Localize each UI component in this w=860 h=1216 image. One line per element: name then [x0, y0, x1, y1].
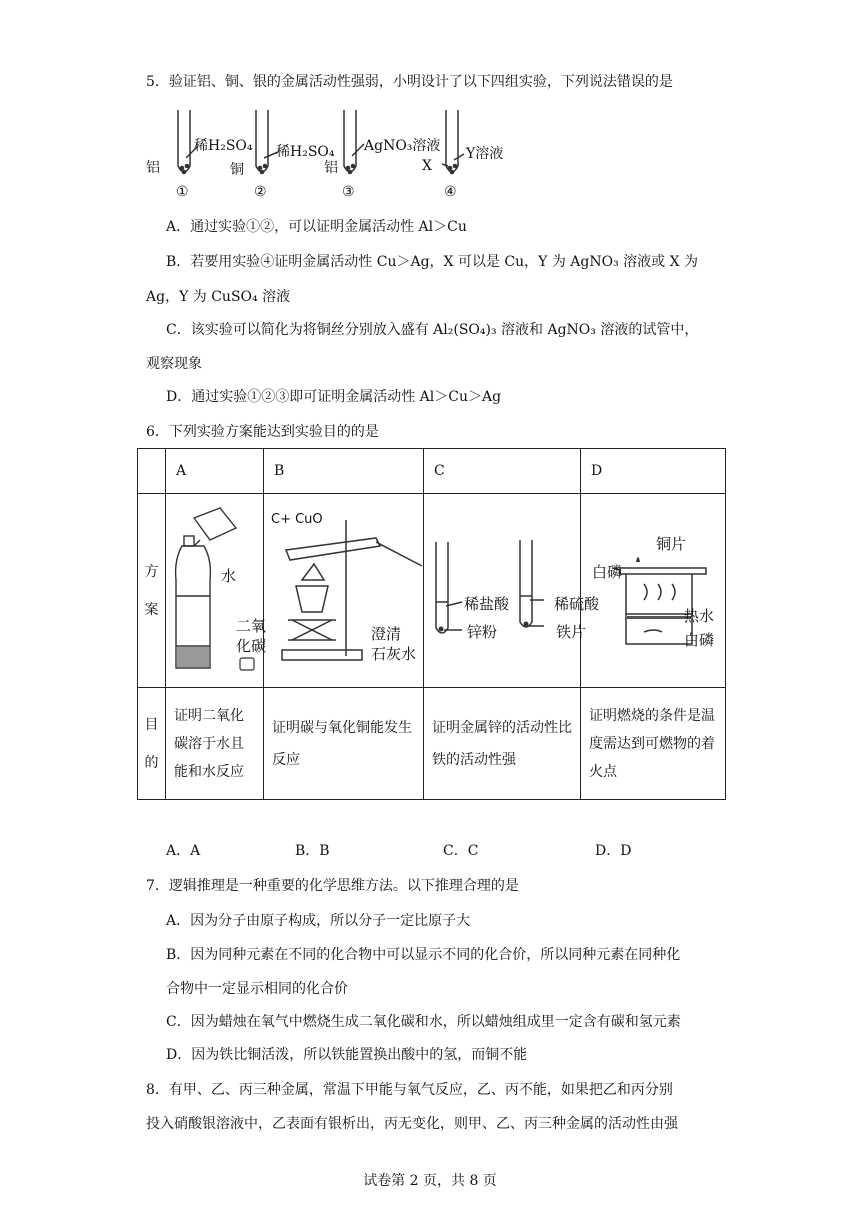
- fig-c-metal-2: 铁片: [556, 623, 587, 641]
- tube3-metal: 铝: [324, 160, 338, 176]
- fig-b-limewater-2: 石灰水: [371, 645, 417, 663]
- tube2-metal: 铜: [230, 162, 244, 178]
- q6-answer-d: D．D: [595, 843, 632, 859]
- purpose-cell-d: 证明燃烧的条件是温度需达到可燃物的着火点: [581, 688, 726, 800]
- test-tube-2: [256, 110, 268, 172]
- q6-stem: 6．下列实验方案能达到实验目的的是: [146, 424, 379, 440]
- tube4-x-label: X: [422, 158, 432, 174]
- col-header-c: C: [424, 449, 581, 494]
- q7-option-a: A．因为分子由原子构成，所以分子一定比原子大: [166, 913, 471, 929]
- fig-c-acid-2: 稀硫酸: [554, 595, 600, 613]
- row-label-plan: 方案: [138, 494, 166, 688]
- test-tube-3: [344, 110, 356, 172]
- fig-b-limewater-1: 澄清: [371, 625, 402, 643]
- tube1-reagent: 稀H₂SO₄: [194, 138, 253, 154]
- test-tube-1: [178, 110, 190, 172]
- q5-option-c-line1: C．该实验可以简化为将铜丝分别放入盛有 Al₂(SO₄)₃ 溶液和 AgNO₃ 溶液的试管中，: [166, 322, 699, 338]
- q7-option-c: C．因为蜡烛在氧气中燃烧生成二氧化碳和水，所以蜡烛组成里一定含有碳和氢元素: [166, 1014, 681, 1030]
- q7-option-b-line1: B．因为同种元素在不同的化合物中可以显示不同的化合价，所以同种元素在同种化: [166, 947, 681, 963]
- q8-line2: 投入硝酸银溶液中，乙表面有银析出，丙无变化，则甲、乙、丙三种金属的活动性由强: [146, 1116, 678, 1132]
- fig-b-reactant: C+ CuO: [271, 512, 323, 527]
- fig-c-metal-1: 锌粉: [467, 623, 498, 641]
- tube2-number: ②: [254, 184, 267, 200]
- fig-a-co2-1: 二氧: [236, 617, 267, 635]
- purpose-cell-a: 证明二氧化碳溶于水且能和水反应: [166, 688, 264, 800]
- q5-option-d: D．通过实验①②③即可证明金属活动性 Al＞Cu＞Ag: [166, 389, 502, 405]
- q5-option-b-line2: Ag，Y 为 CuSO₄ 溶液: [146, 289, 291, 305]
- col-header-d: D: [581, 449, 726, 494]
- purpose-cell-b: 证明碳与氧化铜能发生反应: [264, 688, 424, 800]
- purpose-cell-c: 证明金属锌的活动性比铁的活动性强: [424, 688, 581, 800]
- q5-stem: 5．验证铝、铜、银的金属活动性强弱，小明设计了以下四组实验，下列说法错误的是: [146, 74, 673, 90]
- fig-a-co2-2: 化碳: [236, 637, 267, 655]
- tube1-number: ①: [176, 184, 189, 200]
- col-header-b: B: [264, 449, 424, 494]
- fig-d-copper: 铜片: [656, 535, 687, 553]
- fig-d-white-phosphorus: 白磷: [592, 563, 623, 581]
- q5-option-b-line1: B．若要用实验④证明金属活动性 Cu＞Ag，X 可以是 Cu，Y 为 AgNO₃ 溶液或 X 为: [166, 254, 699, 270]
- q5-option-a: A．通过实验①②，可以证明金属活动性 Al＞Cu: [166, 219, 467, 235]
- tube1-metal: 铝: [146, 160, 160, 176]
- tube4-reagent: Y溶液: [466, 146, 504, 162]
- q6-answer-b: B．B: [295, 843, 330, 859]
- fig-d-white-phosphorus-2: 白磷: [684, 631, 715, 649]
- col-header-a: A: [166, 449, 264, 494]
- fig-a-water: 水: [221, 567, 237, 585]
- q5-option-c-line2: 观察现象: [146, 356, 202, 372]
- q6-answer-c: C．C: [443, 843, 479, 859]
- q7-option-d: D．因为铁比铜活泼，所以铁能置换出酸中的氢，而铜不能: [166, 1047, 528, 1063]
- tube3-reagent: AgNO₃溶液: [364, 138, 441, 154]
- q8-line1: 8．有甲、乙、丙三种金属，常温下甲能与氧气反应，乙、丙不能，如果把乙和丙分别: [146, 1082, 673, 1098]
- fig-d-hot-water: 热水: [684, 607, 715, 625]
- tube4-number: ④: [444, 184, 457, 200]
- test-tube-4: [446, 110, 458, 172]
- q7-option-b-line2: 合物中一定显示相同的化合价: [166, 981, 348, 997]
- fig-c-acid-1: 稀盐酸: [464, 595, 510, 613]
- row-label-purpose: 目的: [138, 688, 166, 800]
- q6-answer-a: A．A: [166, 843, 201, 859]
- corner-cell: [138, 449, 166, 494]
- page-footer: 试卷第 2 页，共 8 页: [363, 1173, 497, 1189]
- q7-stem: 7．逻辑推理是一种重要的化学思维方法。以下推理合理的是: [146, 878, 519, 894]
- tube2-reagent: 稀H₂SO₄: [276, 144, 335, 160]
- tube3-number: ③: [342, 184, 355, 200]
